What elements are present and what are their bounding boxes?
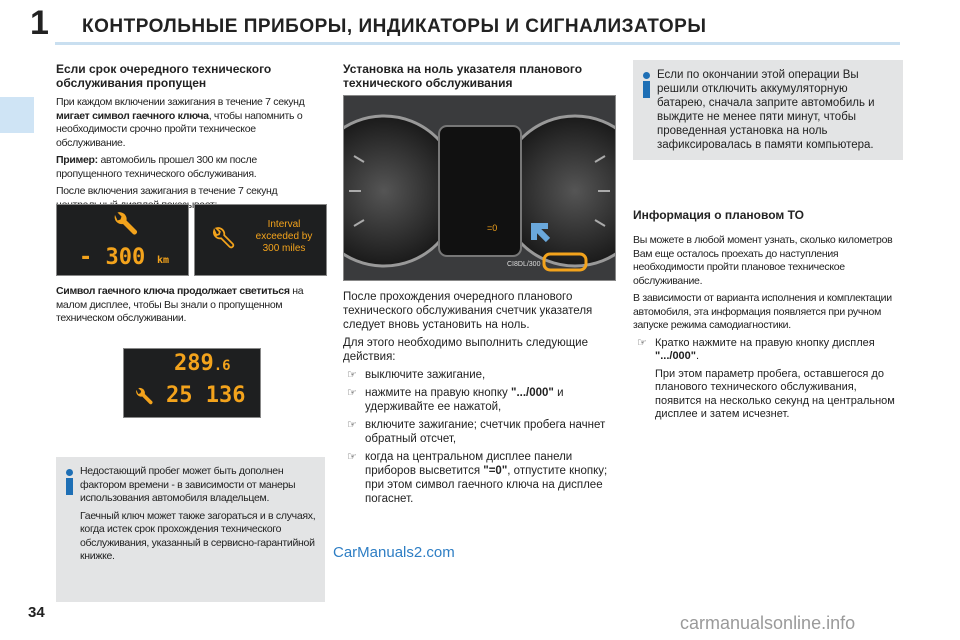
paragraph: Вы можете в любой момент узнать, сколько километров Вам еще осталось проехать до наступления необходимости пройти плановое техническое обслуживание.: [633, 234, 893, 287]
chapter-title: КОНТРОЛЬНЫЕ ПРИБОРЫ, ИНДИКАТОРЫ И СИГНАЛИЗАТОРЫ: [82, 16, 707, 37]
trip-value: 289.6: [174, 351, 231, 376]
list-item: ☞ когда на центральном дисплее панели приборов высветится "=0", отпустите кнопку; при этом символ гаечного ключа на дисплее погаснет.: [347, 451, 608, 505]
info-icon: [642, 72, 651, 98]
bullet-arrow-icon: ☞: [347, 419, 357, 431]
section-heading-missed-service: Если срок очередного технического обслуживания пропущен: [56, 62, 272, 90]
bullet-arrow-icon: ☞: [347, 387, 357, 399]
info-icon: [65, 469, 74, 495]
list-item-continuation: При этом параметр пробега, оставшегося до планового технического обслуживания, появится на несколько секунд на центральном дисплее и затем исчезнет.: [655, 367, 895, 420]
paragraph: При каждом включении зажигания в течение 7 секунд мигает символ гаечного ключа, чтобы напомнить о необходимости срочно пройти техническое обслуживание.: [56, 96, 305, 149]
info-note-left: [56, 457, 325, 602]
paragraph: После включения зажигания в течение 7 секунд показывает:: [56, 185, 278, 211]
overdue-unit: km: [157, 255, 170, 266]
overdue-value: - 300: [79, 245, 146, 270]
display-interval-exceeded: [194, 204, 327, 276]
bullet-arrow-icon: ☞: [347, 451, 357, 463]
list-item: ☞ нажмите на правую кнопку ".../000" и удерживайте ее нажатой,: [347, 387, 564, 413]
wrench-icon: [209, 227, 235, 253]
info-note-right: [633, 60, 903, 160]
cluster-code: CI8DL/300: [507, 261, 541, 268]
header-rule: [55, 42, 900, 45]
interval-message: Interval exceeded by 300 miles: [255, 219, 313, 254]
list-item: ☞ Кратко нажмите на правую кнопку дисплея ".../000". При этом параметр пробега, оставшегося до планового технического обслуживания, появится на несколько секунд на центральном дисплее и затем исчезнет.: [633, 337, 903, 422]
list-item: ☞ включите зажигание; счетчик пробега начнет обратный отсчет,: [347, 419, 606, 445]
paragraph: Пример: автомобиль прошел 300 км после пропущенного технического обслуживания.: [56, 154, 257, 180]
watermark-bottom: carmanualsonline.info: [680, 613, 856, 633]
paragraph: Символ гаечного ключа продолжает светиться на малом дисплее, чтобы Вы знали о пропущенном техническом обслуживании.: [56, 285, 304, 324]
page-number: 34: [28, 604, 45, 621]
note-paragraph: Гаечный ключ может также загораться и в случаях, когда истек срок прохождения технического обслуживания, указанный в сервисно-гарантийной книжке.: [80, 509, 316, 562]
paragraph: В зависимости от варианта исполнения и комплектации автомобиля, эта информация появляется при ручном запуске режима самодиагностики.: [633, 292, 892, 331]
info-steps-list: [633, 337, 903, 422]
column-left-continued: [56, 285, 324, 330]
column-middle-text: [343, 290, 615, 510]
paragraph: Для этого необходимо выполнить следующие действия:: [343, 337, 588, 363]
section-heading-service-info: Информация о плановом ТО: [633, 208, 804, 222]
bullet-arrow-icon: ☞: [637, 336, 647, 349]
wrench-icon: [109, 211, 139, 241]
section-heading-reset: Установка на ноль указателя планового технического обслуживания: [343, 62, 583, 90]
display-odometer: [123, 348, 261, 418]
column-right: [633, 208, 903, 426]
wrench-icon: [132, 387, 154, 409]
paragraph: После прохождения очередного планового технического обслуживания счетчик указателя следует вновь установить на ноль.: [343, 291, 593, 331]
chapter-number: 1: [30, 4, 49, 42]
bullet-arrow-icon: ☞: [347, 369, 357, 381]
watermark-link[interactable]: CarManuals2.com: [333, 544, 455, 561]
cluster-zero-readout: =0: [487, 223, 498, 233]
note-paragraph: Недостающий пробег может быть дополнен фактором времени - в зависимости от манеры использования автомобиля владельцем.: [80, 465, 296, 504]
reset-steps-list: [343, 368, 615, 506]
section-tab: [0, 97, 34, 133]
instrument-cluster-photo: [343, 95, 616, 281]
display-km-overdue: [56, 204, 189, 276]
note-paragraph: Если по окончании этой операции Вы решили отключить аккумуляторную батарею, сначала заприте автомобиль и выждите не менее пяти минут, чтобы проведенная установка на ноль зафиксировалась в памяти компьютера.: [657, 69, 875, 151]
column-left: [56, 62, 324, 216]
list-item: ☞ выключите зажигание,: [347, 369, 486, 381]
column-middle: [343, 62, 613, 96]
odometer-value: 25 136: [166, 383, 246, 408]
instrument-cluster: [344, 96, 615, 280]
